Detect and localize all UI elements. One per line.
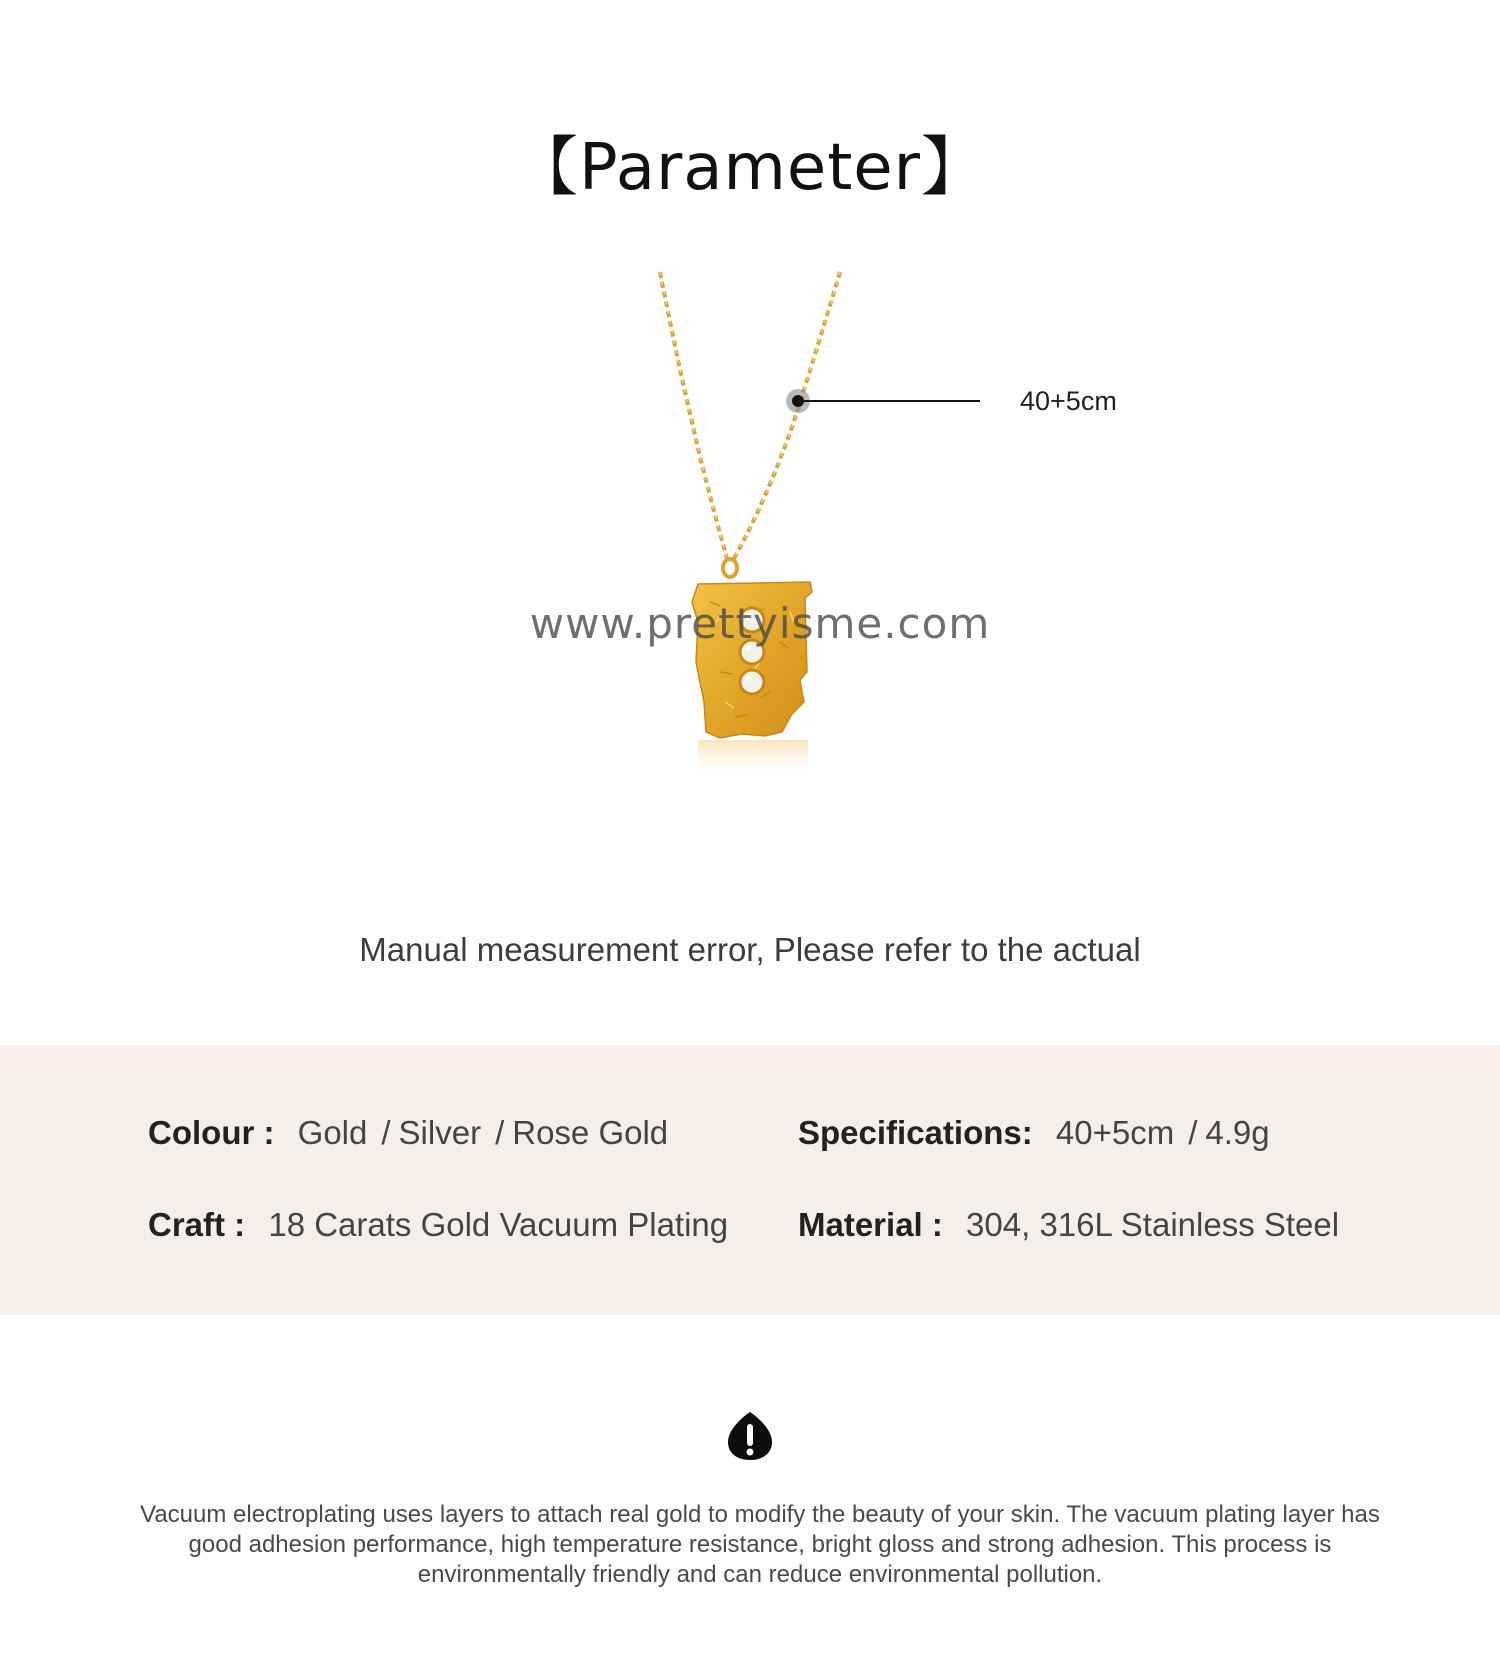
exclamation-warning-icon (726, 1410, 774, 1462)
separator: / (495, 1114, 505, 1151)
spec-material-label: Material : (798, 1206, 943, 1243)
product-image (520, 262, 980, 802)
chain-left (660, 272, 728, 562)
measurement-note: Manual measurement error, Please refer to the actual (359, 931, 1141, 968)
separator: / (381, 1114, 391, 1151)
chain-length-label: 40+5cm (1020, 386, 1117, 416)
spec-colour-label: Colour : (148, 1114, 275, 1151)
spec-craft (148, 1203, 728, 1247)
spec-craft-label: Craft : (148, 1206, 246, 1243)
specs-panel (0, 1045, 1500, 1315)
length-indicator (786, 389, 980, 413)
spec-colour (148, 1111, 668, 1155)
plating-notice-text: Vacuum electroplating uses layers to attach real gold to modify the beauty of your skin. The vacuum plating layer has good adhesion performance, high temperature resistance, bright gloss and strong adhesion. This process is environmentally friendly and can reduce environmental pollution. (140, 1501, 1380, 1588)
spec-colour-value: Silver (398, 1114, 482, 1151)
spec-craft-value: 18 Carats Gold Vacuum Plating (268, 1206, 729, 1243)
separator: / (1188, 1114, 1198, 1151)
spec-colour-value: Rose Gold (512, 1114, 669, 1151)
spec-specifications-label: Specifications: (798, 1114, 1033, 1151)
spec-length-value: 40+5cm (1055, 1114, 1175, 1151)
chain-right (732, 272, 840, 562)
spec-colour-value: Gold (297, 1114, 368, 1151)
page-title: 【Parameter】 (514, 131, 986, 205)
watermark: www.prettyisme.com (529, 599, 991, 648)
spec-material-value: 304, 316L Stainless Steel (966, 1206, 1340, 1243)
spec-specifications (798, 1111, 1270, 1155)
spec-weight-value: 4.9g (1205, 1114, 1270, 1151)
spec-material (798, 1203, 1339, 1247)
